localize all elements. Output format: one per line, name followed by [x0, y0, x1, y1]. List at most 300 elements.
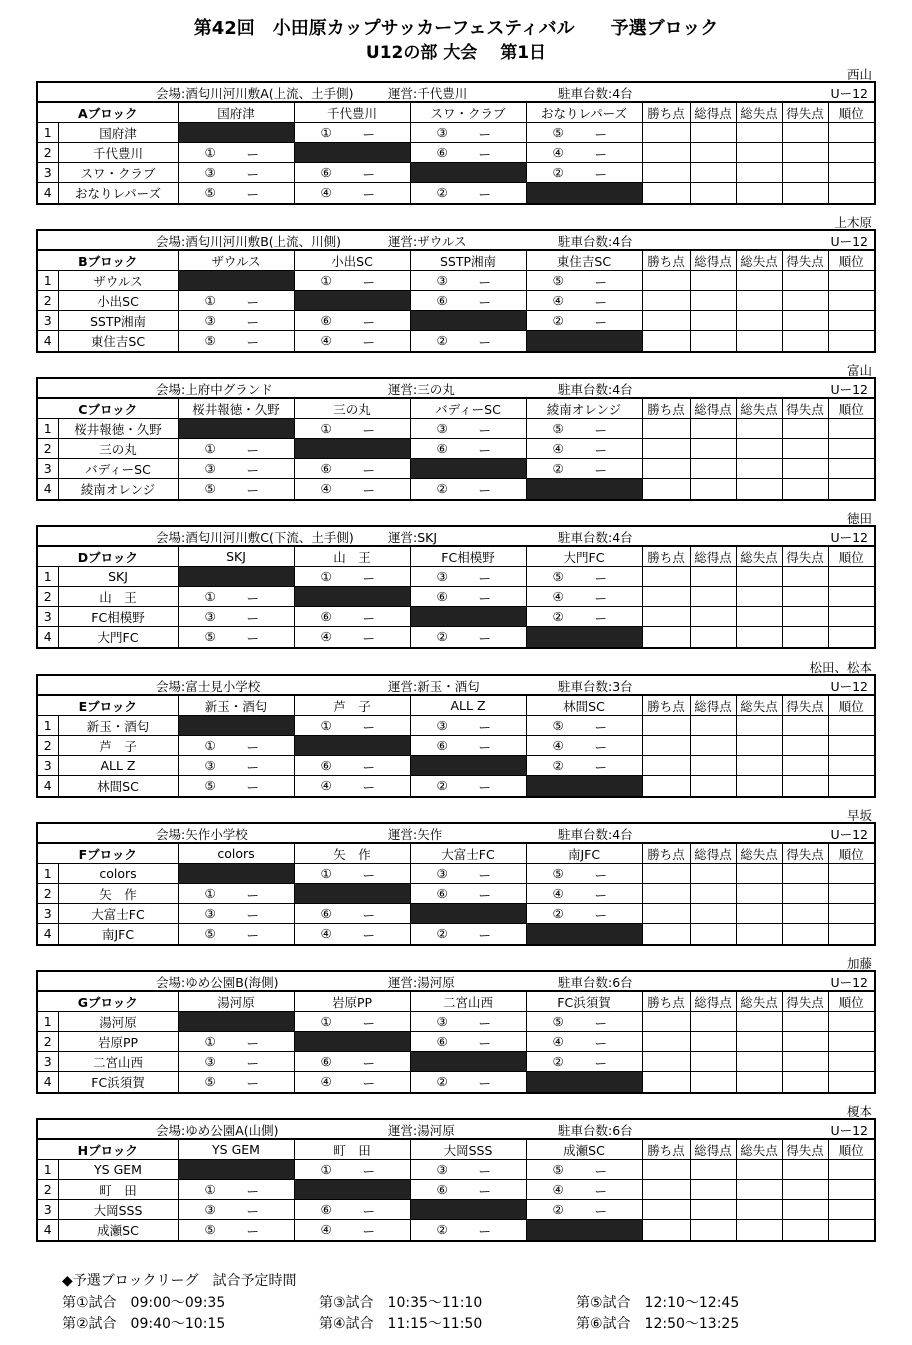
match-cell [410, 1012, 526, 1032]
match-cell [294, 1072, 410, 1092]
match-number: ② [436, 1074, 448, 1089]
match-cell [410, 291, 526, 311]
match-cell [294, 1200, 410, 1220]
stats-cell [782, 1160, 828, 1180]
stats-cell [782, 567, 828, 587]
score-dash: ー [478, 928, 492, 943]
match-cell [410, 1160, 526, 1180]
score-dash: ー [362, 720, 376, 735]
category-label: Uー12 [830, 530, 868, 545]
stats-cell [690, 163, 736, 183]
score-dash: ー [246, 1076, 260, 1091]
match-cell [294, 627, 410, 647]
row-team-name: SSTP湘南 [58, 311, 178, 331]
match-cell [526, 864, 642, 884]
stats-cell [690, 143, 736, 163]
score-dash: ー [362, 868, 376, 883]
stats-cell [642, 419, 690, 439]
column-team-header: 綾南オレンジ [526, 399, 642, 419]
stats-cell [690, 716, 736, 736]
match-number: ⑤ [204, 1074, 216, 1089]
match-cell [526, 736, 642, 756]
match-number: ① [204, 441, 216, 456]
stats-header: 勝ち点 [642, 547, 690, 567]
match-number: ④ [320, 926, 332, 941]
match-cell [178, 1200, 294, 1220]
match-number: ② [436, 1222, 448, 1237]
stats-cell [736, 1220, 782, 1240]
stats-header: 総得点 [690, 103, 736, 123]
stats-cell [642, 163, 690, 183]
stats-cell [642, 736, 690, 756]
stats-header: 勝ち点 [642, 399, 690, 419]
score-dash: ー [478, 631, 492, 646]
score-dash: ー [362, 335, 376, 350]
stats-cell [782, 756, 828, 776]
league-grid [38, 102, 874, 203]
table-row [38, 123, 874, 143]
row-number: 1 [38, 123, 58, 143]
row-team-name: 大富士FC [58, 904, 178, 924]
stats-header: 得失点 [782, 1140, 828, 1160]
league-grid [38, 250, 874, 351]
stats-cell [782, 607, 828, 627]
header-row [38, 992, 874, 1012]
stats-cell [782, 1180, 828, 1200]
score-dash: ー [246, 295, 260, 310]
column-team-header: 湯河原 [178, 992, 294, 1012]
header-row [38, 696, 874, 716]
stats-cell [782, 459, 828, 479]
stats-cell [736, 1072, 782, 1092]
match-number: ③ [204, 313, 216, 328]
match-number: ③ [204, 1202, 216, 1217]
parking-label: 駐車台数:3台 [558, 679, 633, 694]
match-number: ④ [320, 481, 332, 496]
match-number: ① [320, 1014, 332, 1029]
stats-header: 順位 [828, 1140, 874, 1160]
organizer-label: 運営:三の丸 [388, 382, 455, 397]
table-row [38, 331, 874, 351]
match-cell [178, 459, 294, 479]
organizer-label: 運営:矢作 [388, 827, 443, 842]
score-dash: ー [362, 1056, 376, 1071]
match-cell [178, 1220, 294, 1240]
stats-cell [782, 1032, 828, 1052]
match-cell [178, 607, 294, 627]
stats-header: 順位 [828, 992, 874, 1012]
score-dash: ー [246, 315, 260, 330]
stats-cell [690, 311, 736, 331]
self-match-cell [294, 439, 410, 459]
stats-header: 得失点 [782, 844, 828, 864]
match-number: ④ [320, 629, 332, 644]
stats-cell [736, 291, 782, 311]
row-team-name: 町 田 [58, 1180, 178, 1200]
row-number: 4 [38, 479, 58, 499]
stats-header: 勝ち点 [642, 696, 690, 716]
match-cell [178, 924, 294, 944]
score-dash: ー [478, 571, 492, 586]
block-info-row [38, 231, 874, 250]
match-number: ② [552, 906, 564, 921]
stats-header: 総失点 [736, 696, 782, 716]
stats-header: 勝ち点 [642, 103, 690, 123]
self-match-cell [294, 1180, 410, 1200]
score-dash: ー [478, 295, 492, 310]
match-number: ③ [204, 461, 216, 476]
match-number: ② [436, 629, 448, 644]
row-team-name: 千代豊川 [58, 143, 178, 163]
header-row [38, 844, 874, 864]
stats-cell [828, 736, 874, 756]
stats-cell [782, 143, 828, 163]
row-number: 2 [38, 736, 58, 756]
row-team-name: 成瀬SC [58, 1220, 178, 1240]
match-cell [410, 183, 526, 203]
match-number: ① [204, 293, 216, 308]
stats-cell [690, 183, 736, 203]
score-dash: ー [246, 760, 260, 775]
stats-cell [642, 587, 690, 607]
column-team-header: おなりレパーズ [526, 103, 642, 123]
score-dash: ー [594, 167, 608, 182]
stats-cell [690, 884, 736, 904]
header-row [38, 547, 874, 567]
stats-header: 総得点 [690, 251, 736, 271]
stats-cell [642, 924, 690, 944]
column-team-header: ALL Z [410, 696, 526, 716]
row-number: 4 [38, 1220, 58, 1240]
row-team-name: 桜井報徳・久野 [58, 419, 178, 439]
column-team-header: 国府津 [178, 103, 294, 123]
block-info-row [38, 379, 874, 398]
column-team-header: FC浜須賀 [526, 992, 642, 1012]
block-table [36, 1118, 876, 1242]
stats-cell [642, 439, 690, 459]
score-dash: ー [478, 443, 492, 458]
score-dash: ー [478, 423, 492, 438]
stats-header: 総得点 [690, 992, 736, 1012]
match-number: ④ [552, 293, 564, 308]
self-match-cell [178, 271, 294, 291]
row-number: 1 [38, 567, 58, 587]
table-row [38, 1180, 874, 1200]
stats-cell [642, 1072, 690, 1092]
self-match-cell [294, 1032, 410, 1052]
self-match-cell [178, 123, 294, 143]
schedule-time: 第②試合 09:40～10:15 [62, 1316, 226, 1332]
stats-cell [642, 567, 690, 587]
referee-label: 富山 [846, 363, 872, 378]
match-cell [294, 123, 410, 143]
score-dash: ー [362, 1204, 376, 1219]
venue-label: 会場:酒匂川河川敷A(上流、土手側) [156, 86, 354, 101]
stats-cell [690, 904, 736, 924]
match-cell [178, 627, 294, 647]
referee-label: 西山 [846, 67, 872, 82]
column-team-header: 東住吉SC [526, 251, 642, 271]
stats-cell [690, 291, 736, 311]
league-grid [38, 843, 874, 944]
score-dash: ー [478, 1224, 492, 1239]
match-cell [178, 736, 294, 756]
stats-cell [782, 1220, 828, 1240]
score-dash: ー [362, 631, 376, 646]
table-row [38, 291, 874, 311]
category-label: Uー12 [830, 382, 868, 397]
stats-cell [736, 1012, 782, 1032]
match-number: ② [436, 778, 448, 793]
match-number: ⑥ [320, 758, 332, 773]
parking-label: 駐車台数:4台 [558, 827, 633, 842]
stats-cell [736, 924, 782, 944]
match-number: ⑥ [436, 1182, 448, 1197]
row-number: 1 [38, 1012, 58, 1032]
match-cell [410, 439, 526, 459]
table-row [38, 1072, 874, 1092]
stats-header: 総得点 [690, 547, 736, 567]
page-title: 第42回 小田原カップサッカーフェスティバル 予選ブロック [193, 18, 719, 39]
column-team-header: 大門FC [526, 547, 642, 567]
match-cell [410, 419, 526, 439]
stats-cell [828, 607, 874, 627]
score-dash: ー [478, 275, 492, 290]
match-number: ② [552, 165, 564, 180]
table-row [38, 1160, 874, 1180]
match-number: ② [436, 926, 448, 941]
table-row [38, 736, 874, 756]
column-team-header: SSTP湘南 [410, 251, 526, 271]
score-dash: ー [246, 631, 260, 646]
match-cell [294, 479, 410, 499]
stats-cell [782, 776, 828, 796]
column-team-header: 山 王 [294, 547, 410, 567]
block-table [36, 970, 876, 1094]
stats-header: 順位 [828, 399, 874, 419]
self-match-cell [526, 1072, 642, 1092]
stats-cell [642, 1032, 690, 1052]
match-cell [178, 1180, 294, 1200]
match-cell [294, 756, 410, 776]
score-dash: ー [594, 275, 608, 290]
table-row [38, 1200, 874, 1220]
match-cell [410, 736, 526, 756]
score-dash: ー [478, 868, 492, 883]
self-match-cell [178, 1012, 294, 1032]
stats-cell [828, 864, 874, 884]
stats-cell [828, 1032, 874, 1052]
row-number: 1 [38, 419, 58, 439]
score-dash: ー [362, 315, 376, 330]
table-row [38, 776, 874, 796]
stats-header: 総失点 [736, 844, 782, 864]
match-number: ① [320, 866, 332, 881]
stats-cell [736, 123, 782, 143]
schedule-time: 第④試合 11:15～11:50 [319, 1316, 483, 1332]
self-match-cell [410, 1052, 526, 1072]
match-cell [294, 924, 410, 944]
match-number: ⑥ [320, 1054, 332, 1069]
match-cell [294, 716, 410, 736]
stats-cell [828, 271, 874, 291]
block-info-row [38, 1120, 874, 1139]
match-number: ① [320, 1162, 332, 1177]
stats-cell [736, 143, 782, 163]
stats-header: 順位 [828, 844, 874, 864]
score-dash: ー [362, 1076, 376, 1091]
category-label: Uー12 [830, 1123, 868, 1138]
stats-header: 順位 [828, 696, 874, 716]
stats-cell [782, 311, 828, 331]
column-team-header: 南JFC [526, 844, 642, 864]
stats-header: 総得点 [690, 1140, 736, 1160]
stats-cell [828, 1072, 874, 1092]
match-number: ① [204, 589, 216, 604]
header-row [38, 399, 874, 419]
block-info-row [38, 972, 874, 991]
match-number: ⑤ [204, 629, 216, 644]
column-team-header: 二宮山西 [410, 992, 526, 1012]
match-number: ② [552, 758, 564, 773]
match-number: ① [204, 886, 216, 901]
stats-cell [642, 311, 690, 331]
score-dash: ー [478, 591, 492, 606]
score-dash: ー [246, 463, 260, 478]
header-row [38, 251, 874, 271]
league-grid [38, 546, 874, 647]
stats-header: 得失点 [782, 547, 828, 567]
stats-cell [642, 904, 690, 924]
score-dash: ー [246, 167, 260, 182]
row-number: 3 [38, 607, 58, 627]
match-cell [526, 123, 642, 143]
column-team-header: 桜井報徳・久野 [178, 399, 294, 419]
stats-cell [782, 291, 828, 311]
stats-cell [736, 331, 782, 351]
row-team-name: SKJ [58, 567, 178, 587]
row-number: 3 [38, 459, 58, 479]
score-dash: ー [246, 1184, 260, 1199]
match-cell [294, 419, 410, 439]
match-cell [410, 587, 526, 607]
stats-cell [828, 924, 874, 944]
self-match-cell [178, 567, 294, 587]
score-dash: ー [478, 127, 492, 142]
column-team-header: FC相模野 [410, 547, 526, 567]
score-dash: ー [594, 1184, 608, 1199]
category-label: Uー12 [830, 975, 868, 990]
stats-cell [642, 1052, 690, 1072]
stats-cell [690, 1052, 736, 1072]
self-match-cell [294, 587, 410, 607]
block-info-row [38, 676, 874, 695]
stats-header: 順位 [828, 251, 874, 271]
match-cell [526, 163, 642, 183]
schedule-time: 第⑥試合 12:50～13:25 [576, 1316, 740, 1332]
row-team-name: FC浜須賀 [58, 1072, 178, 1092]
score-dash: ー [246, 1056, 260, 1071]
match-cell [294, 607, 410, 627]
referee-label: 松田、松本 [809, 660, 872, 675]
stats-cell [642, 1160, 690, 1180]
score-dash: ー [362, 780, 376, 795]
column-team-header: 成瀬SC [526, 1140, 642, 1160]
stats-cell [736, 736, 782, 756]
stats-cell [690, 123, 736, 143]
score-dash: ー [594, 591, 608, 606]
row-team-name: 綾南オレンジ [58, 479, 178, 499]
match-number: ④ [320, 333, 332, 348]
parking-label: 駐車台数:4台 [558, 530, 633, 545]
match-number: ⑥ [436, 145, 448, 160]
match-cell [178, 311, 294, 331]
stats-cell [782, 419, 828, 439]
row-number: 1 [38, 271, 58, 291]
stats-cell [782, 627, 828, 647]
stats-cell [642, 479, 690, 499]
match-cell [178, 587, 294, 607]
score-dash: ー [478, 1036, 492, 1051]
stats-cell [828, 1160, 874, 1180]
table-row [38, 1052, 874, 1072]
organizer-label: 運営:千代豊川 [388, 86, 468, 101]
parking-label: 駐車台数:6台 [558, 975, 633, 990]
match-number: ⑥ [436, 441, 448, 456]
column-team-header: 新玉・酒匂 [178, 696, 294, 716]
match-number: ④ [552, 738, 564, 753]
table-row [38, 439, 874, 459]
stats-cell [642, 864, 690, 884]
score-dash: ー [594, 443, 608, 458]
match-cell [526, 291, 642, 311]
row-number: 2 [38, 587, 58, 607]
header-row [38, 1140, 874, 1160]
header-row [38, 103, 874, 123]
block-info-row [38, 824, 874, 843]
stats-header: 総失点 [736, 547, 782, 567]
match-number: ⑥ [436, 1034, 448, 1049]
column-team-header: colors [178, 844, 294, 864]
column-team-header: ザウルス [178, 251, 294, 271]
score-dash: ー [478, 187, 492, 202]
stats-cell [690, 1032, 736, 1052]
row-number: 2 [38, 1032, 58, 1052]
parking-label: 駐車台数:4台 [558, 234, 633, 249]
score-dash: ー [246, 1204, 260, 1219]
row-number: 2 [38, 1180, 58, 1200]
organizer-label: 運営:SKJ [388, 530, 438, 545]
score-dash: ー [478, 888, 492, 903]
stats-cell [690, 1180, 736, 1200]
self-match-cell [526, 331, 642, 351]
stats-cell [690, 736, 736, 756]
category-label: Uー12 [830, 234, 868, 249]
referee-label: 榎本 [846, 1104, 872, 1119]
block-table [36, 377, 876, 501]
column-team-header: 小出SC [294, 251, 410, 271]
score-dash: ー [478, 335, 492, 350]
stats-cell [828, 776, 874, 796]
match-number: ③ [436, 1014, 448, 1029]
match-cell [410, 123, 526, 143]
score-dash: ー [362, 127, 376, 142]
table-row [38, 479, 874, 499]
block-table [36, 525, 876, 649]
block-table [36, 81, 876, 205]
match-cell [294, 271, 410, 291]
score-dash: ー [594, 571, 608, 586]
